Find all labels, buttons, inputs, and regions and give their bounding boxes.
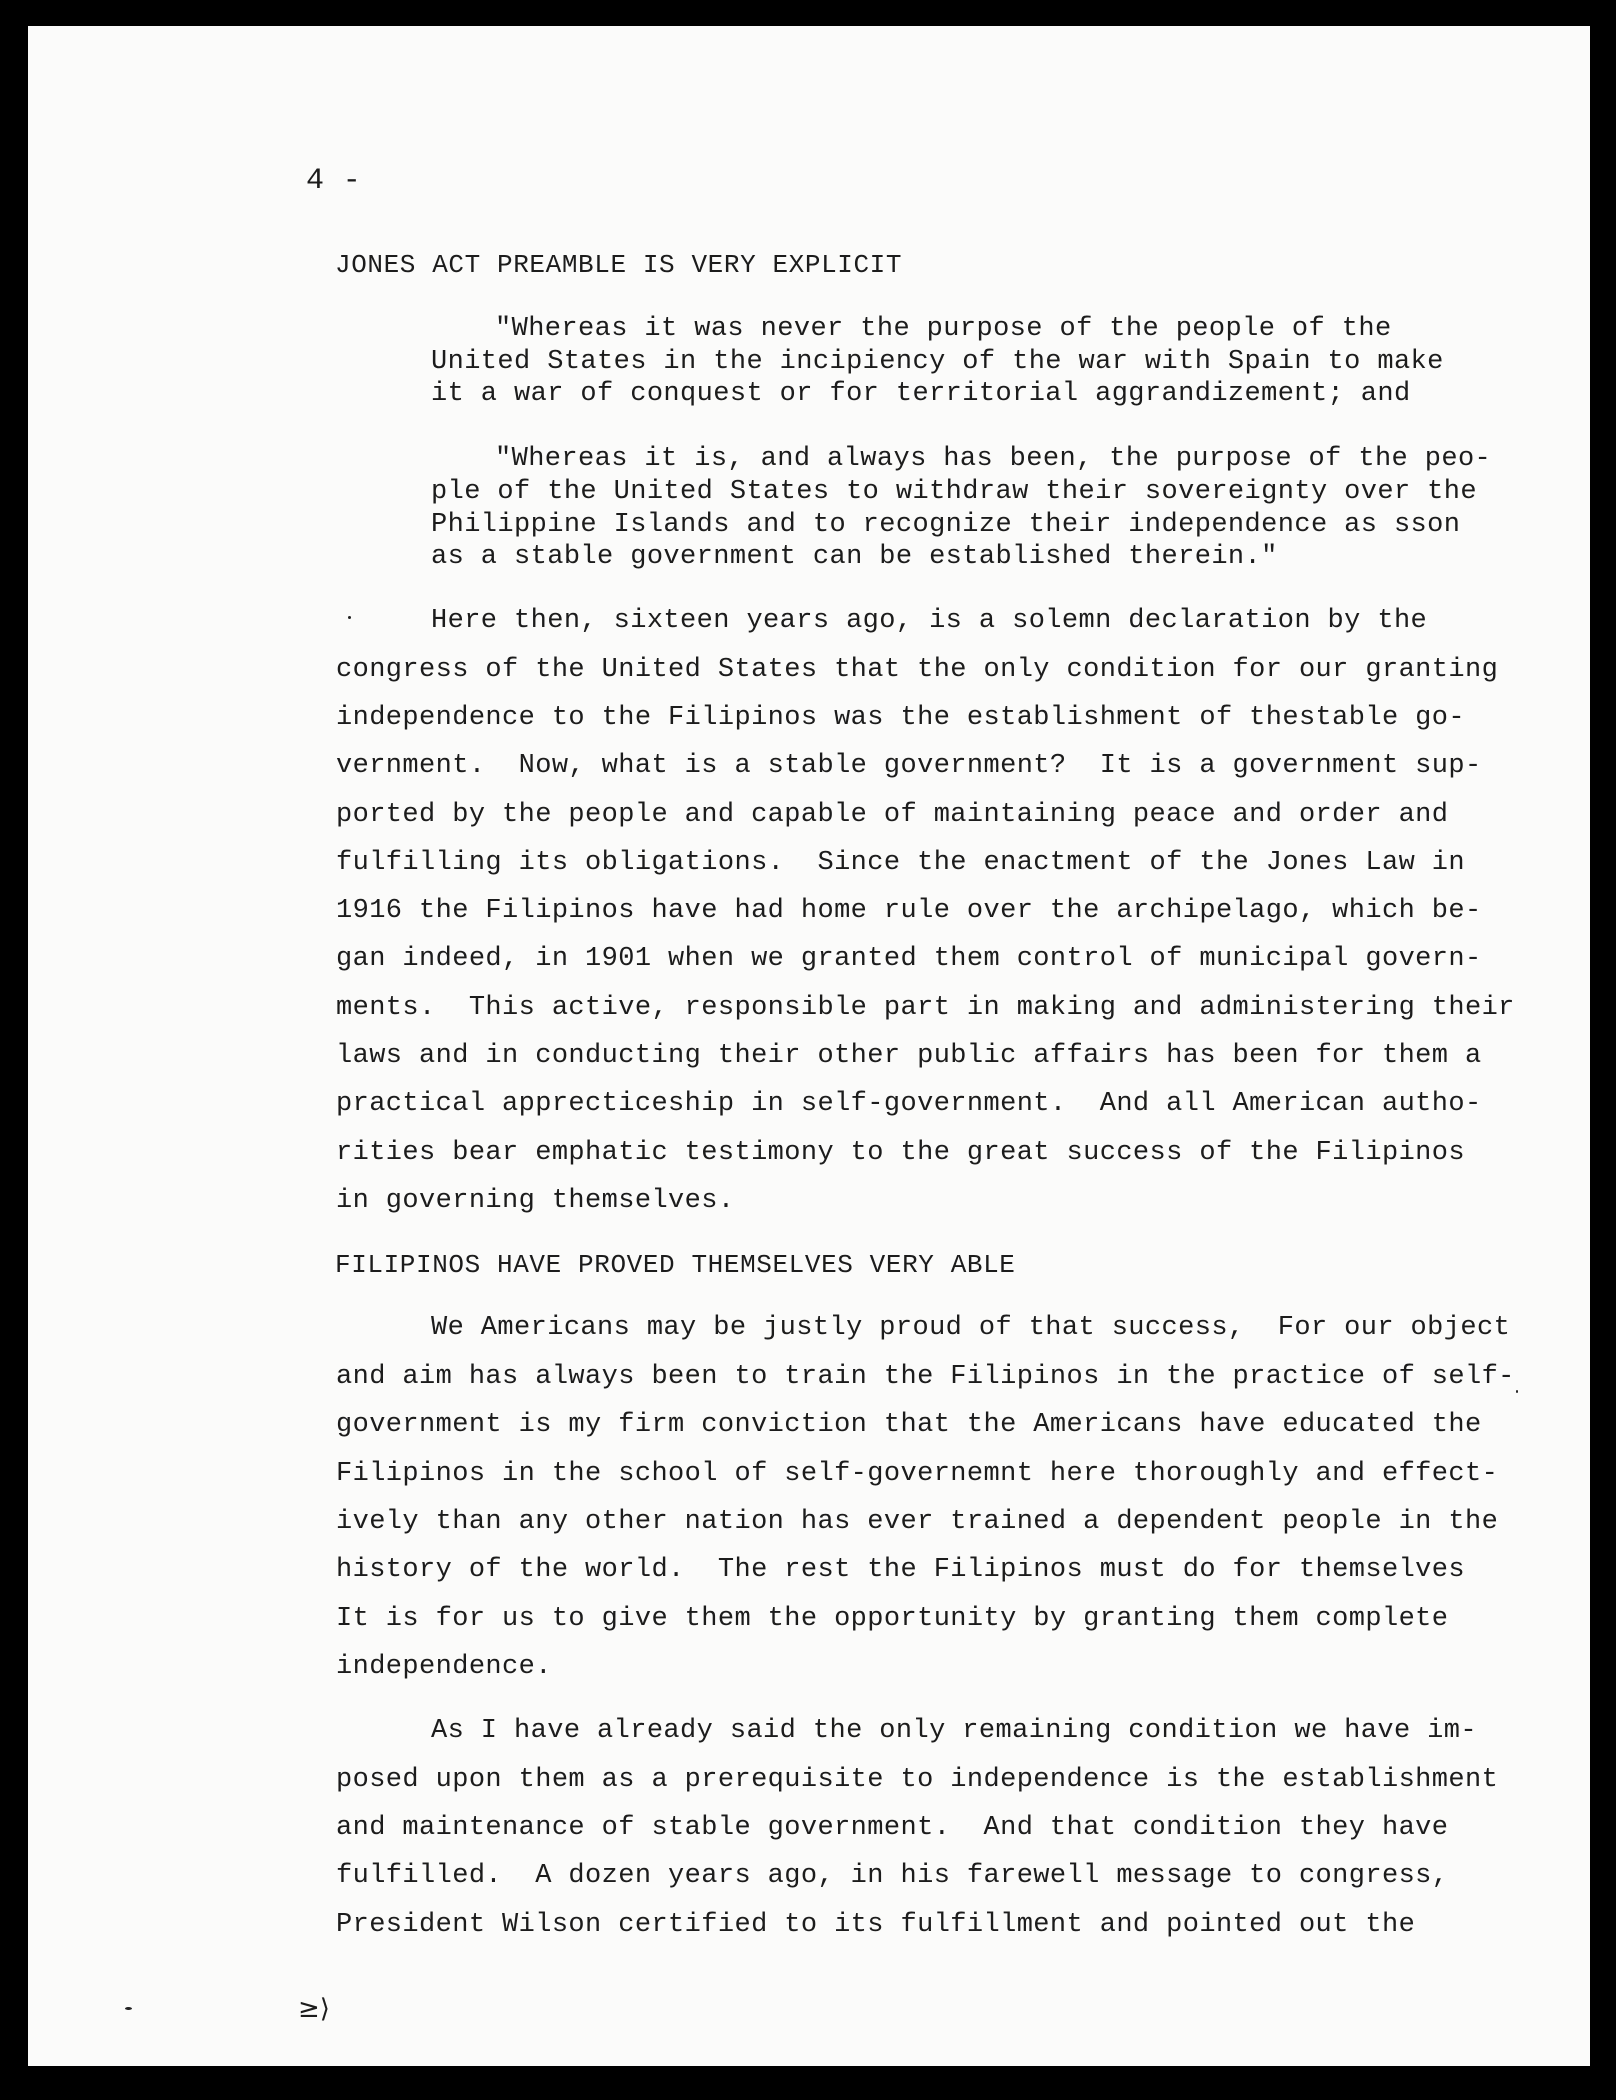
para1-line: gan indeed, in 1901 when we granted them control of municipal govern- bbox=[336, 944, 1482, 974]
para1-line: ported by the people and capable of maintaining peace and order and bbox=[336, 800, 1449, 830]
para2-line: Filipinos in the school of self-governemnt here thoroughly and effect- bbox=[336, 1459, 1499, 1489]
quote1-line: it a war of conquest or for territorial aggrandizement; and bbox=[431, 379, 1411, 409]
quote2-line: ple of the United States to withdraw their sovereignty over the bbox=[431, 477, 1477, 507]
para3-line: posed upon them as a prerequisite to independence is the establishment bbox=[336, 1765, 1499, 1795]
para3-line: and maintenance of stable government. And that condition they have bbox=[336, 1813, 1449, 1843]
para2-line: history of the world. The rest the Filipinos must do for themselves bbox=[336, 1555, 1465, 1585]
para1-line: fulfilling its obligations. Since the enactment of the Jones Law in bbox=[336, 848, 1465, 878]
handwritten-mark: ≥⟩ bbox=[298, 1994, 330, 2024]
para1-line: Here then, sixteen years ago, is a solemn declaration by the bbox=[431, 606, 1428, 636]
para1-line: vernment. Now, what is a stable government? It is a government sup- bbox=[336, 751, 1482, 781]
quote2-line: "Whereas it is, and always has been, the purpose of the peo- bbox=[495, 444, 1492, 474]
quote2-line: as a stable government can be established therein." bbox=[431, 542, 1278, 572]
document-page bbox=[28, 26, 1590, 2066]
para1-line: independence to the Filipinos was the establishment of thestable go- bbox=[336, 703, 1465, 733]
para1-line: laws and in conducting their other public affairs has been for them a bbox=[336, 1041, 1482, 1071]
para1-line: ments. This active, responsible part in making and administering their bbox=[336, 993, 1515, 1023]
para1-line: congress of the United States that the only condition for our granting bbox=[336, 655, 1499, 685]
quote1-line: United States in the incipiency of the war with Spain to make bbox=[431, 347, 1444, 377]
quote2-line: Philippine Islands and to recognize their independence as sson bbox=[431, 510, 1461, 540]
para2-line: government is my firm conviction that the Americans have educated the bbox=[336, 1410, 1482, 1440]
section-heading-jones-act: JONES ACT PREAMBLE IS VERY EXPLICIT bbox=[335, 250, 903, 280]
para3-line: fulfilled. A dozen years ago, in his farewell message to congress, bbox=[336, 1861, 1449, 1891]
scan-speck bbox=[125, 2007, 132, 2010]
para1-line: in governing themselves. bbox=[336, 1186, 735, 1216]
para2-line: independence. bbox=[336, 1652, 552, 1682]
quote1-line: "Whereas it was never the purpose of the people of the bbox=[495, 314, 1392, 344]
para2-line: It is for us to give them the opportunity by granting them complete bbox=[336, 1604, 1449, 1634]
para1-line: 1916 the Filipinos have had home rule over the archipelago, which be- bbox=[336, 896, 1482, 926]
para3-line: As I have already said the only remaining condition we have im- bbox=[431, 1716, 1477, 1746]
para2-line: ively than any other nation has ever trained a dependent people in the bbox=[336, 1507, 1499, 1537]
para1-line: practical apprecticeship in self-government. And all American autho- bbox=[336, 1089, 1482, 1119]
page-number: 4 - bbox=[306, 164, 362, 198]
scan-speck bbox=[348, 616, 351, 619]
para1-line: rities bear emphatic testimony to the great success of the Filipinos bbox=[336, 1138, 1465, 1168]
para2-line: and aim has always been to train the Filipinos in the practice of self- bbox=[336, 1362, 1515, 1392]
para2-line: We Americans may be justly proud of that success, For our object bbox=[431, 1313, 1511, 1343]
para3-line: President Wilson certified to its fulfillment and pointed out the bbox=[336, 1910, 1416, 1940]
scan-speck bbox=[1516, 1390, 1518, 1393]
section-heading-filipinos-able: FILIPINOS HAVE PROVED THEMSELVES VERY ABLE bbox=[335, 1250, 1016, 1280]
